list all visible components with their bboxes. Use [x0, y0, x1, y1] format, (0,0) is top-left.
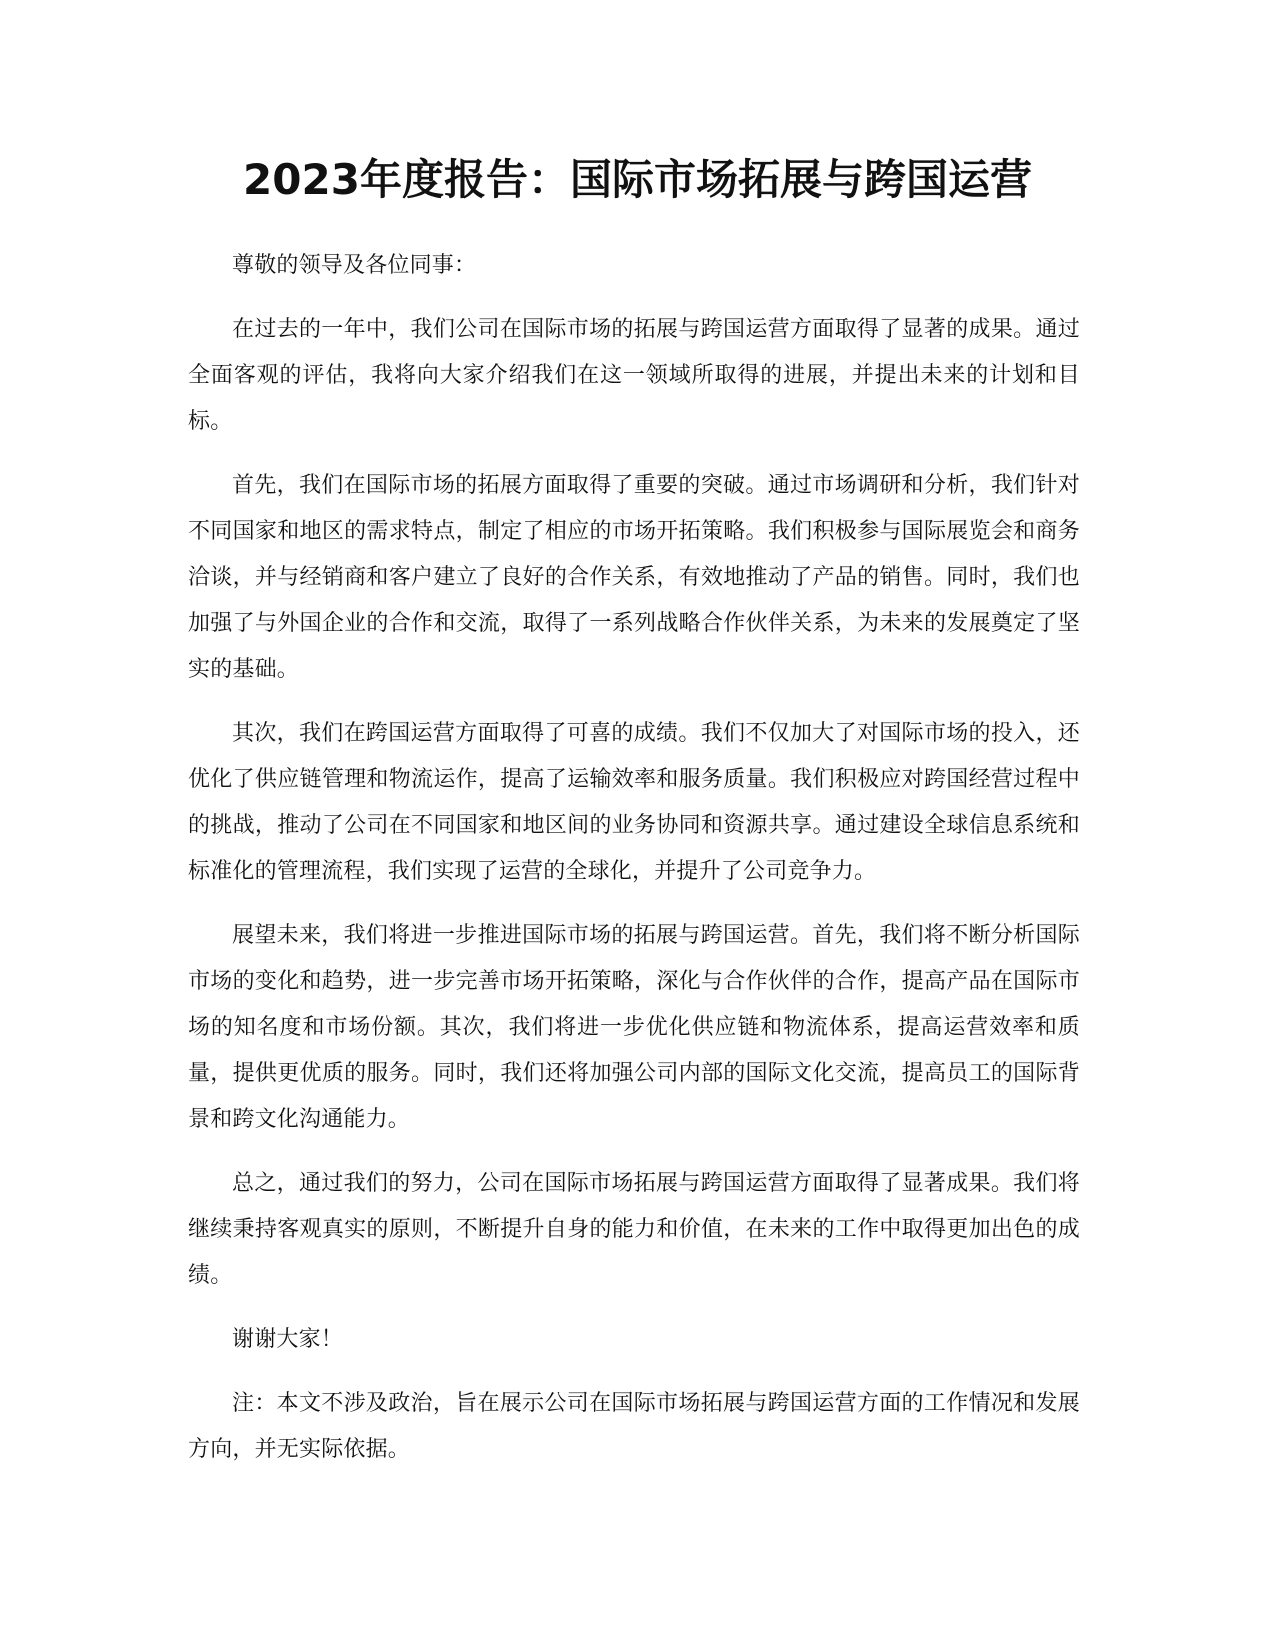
paragraph-note: 注：本文不涉及政治，旨在展示公司在国际市场拓展与跨国运营方面的工作情况和发展方向，并无实际依据。: [188, 1391, 1080, 1462]
paragraph-operations: 其次，我们在跨国运营方面取得了可喜的成绩。我们不仅加大了对国际市场的投入，还优化了供应链管理和物流运作，提高了运输效率和服务质量。我们积极应对跨国经营过程中的挑战，推动了公司在不同国家和地区间的业务协同和资源共享。通过建设全球信息系统和标准化的管理流程，我们实现了运营的全球化，并提升了公司竞争力。: [188, 721, 1080, 884]
paragraph-outlook: 展望未来，我们将进一步推进国际市场的拓展与跨国运营。首先，我们将不断分析国际市场的变化和趋势，进一步完善市场开拓策略，深化与合作伙伴的合作，提高产品在国际市场的知名度和市场份额。其次，我们将进一步优化供应链和物流体系，提高运营效率和质量，提供更优质的服务。同时，我们还将加强公司内部的国际文化交流，提高员工的国际背景和跨文化沟通能力。: [188, 923, 1080, 1132]
paragraph-thanks: 谢谢大家！: [232, 1327, 344, 1352]
document-body: [188, 243, 1080, 1491]
paragraph-market-expansion: 首先，我们在国际市场的拓展方面取得了重要的突破。通过市场调研和分析，我们针对不同国家和地区的需求特点，制定了相应的市场开拓策略。我们积极参与国际展览会和商务洽谈，并与经销商和客户建立了良好的合作关系，有效地推动了产品的销售。同时，我们也加强了与外国企业的合作和交流，取得了一系列战略合作伙伴关系，为未来的发展奠定了坚实的基础。: [188, 473, 1080, 682]
paragraph-summary: 总之，通过我们的努力，公司在国际市场拓展与跨国运营方面取得了显著成果。我们将继续秉持客观真实的原则，不断提升自身的能力和价值，在未来的工作中取得更加出色的成绩。: [188, 1171, 1080, 1288]
document-title: 2023年度报告：国际市场拓展与跨国运营: [243, 155, 1032, 204]
paragraph-greeting: 尊敬的领导及各位同事：: [232, 253, 477, 278]
paragraph-intro: 在过去的一年中，我们公司在国际市场的拓展与跨国运营方面取得了显著的成果。通过全面客观的评估，我将向大家介绍我们在这一领域所取得的进展，并提出未来的计划和目标。: [188, 317, 1080, 434]
